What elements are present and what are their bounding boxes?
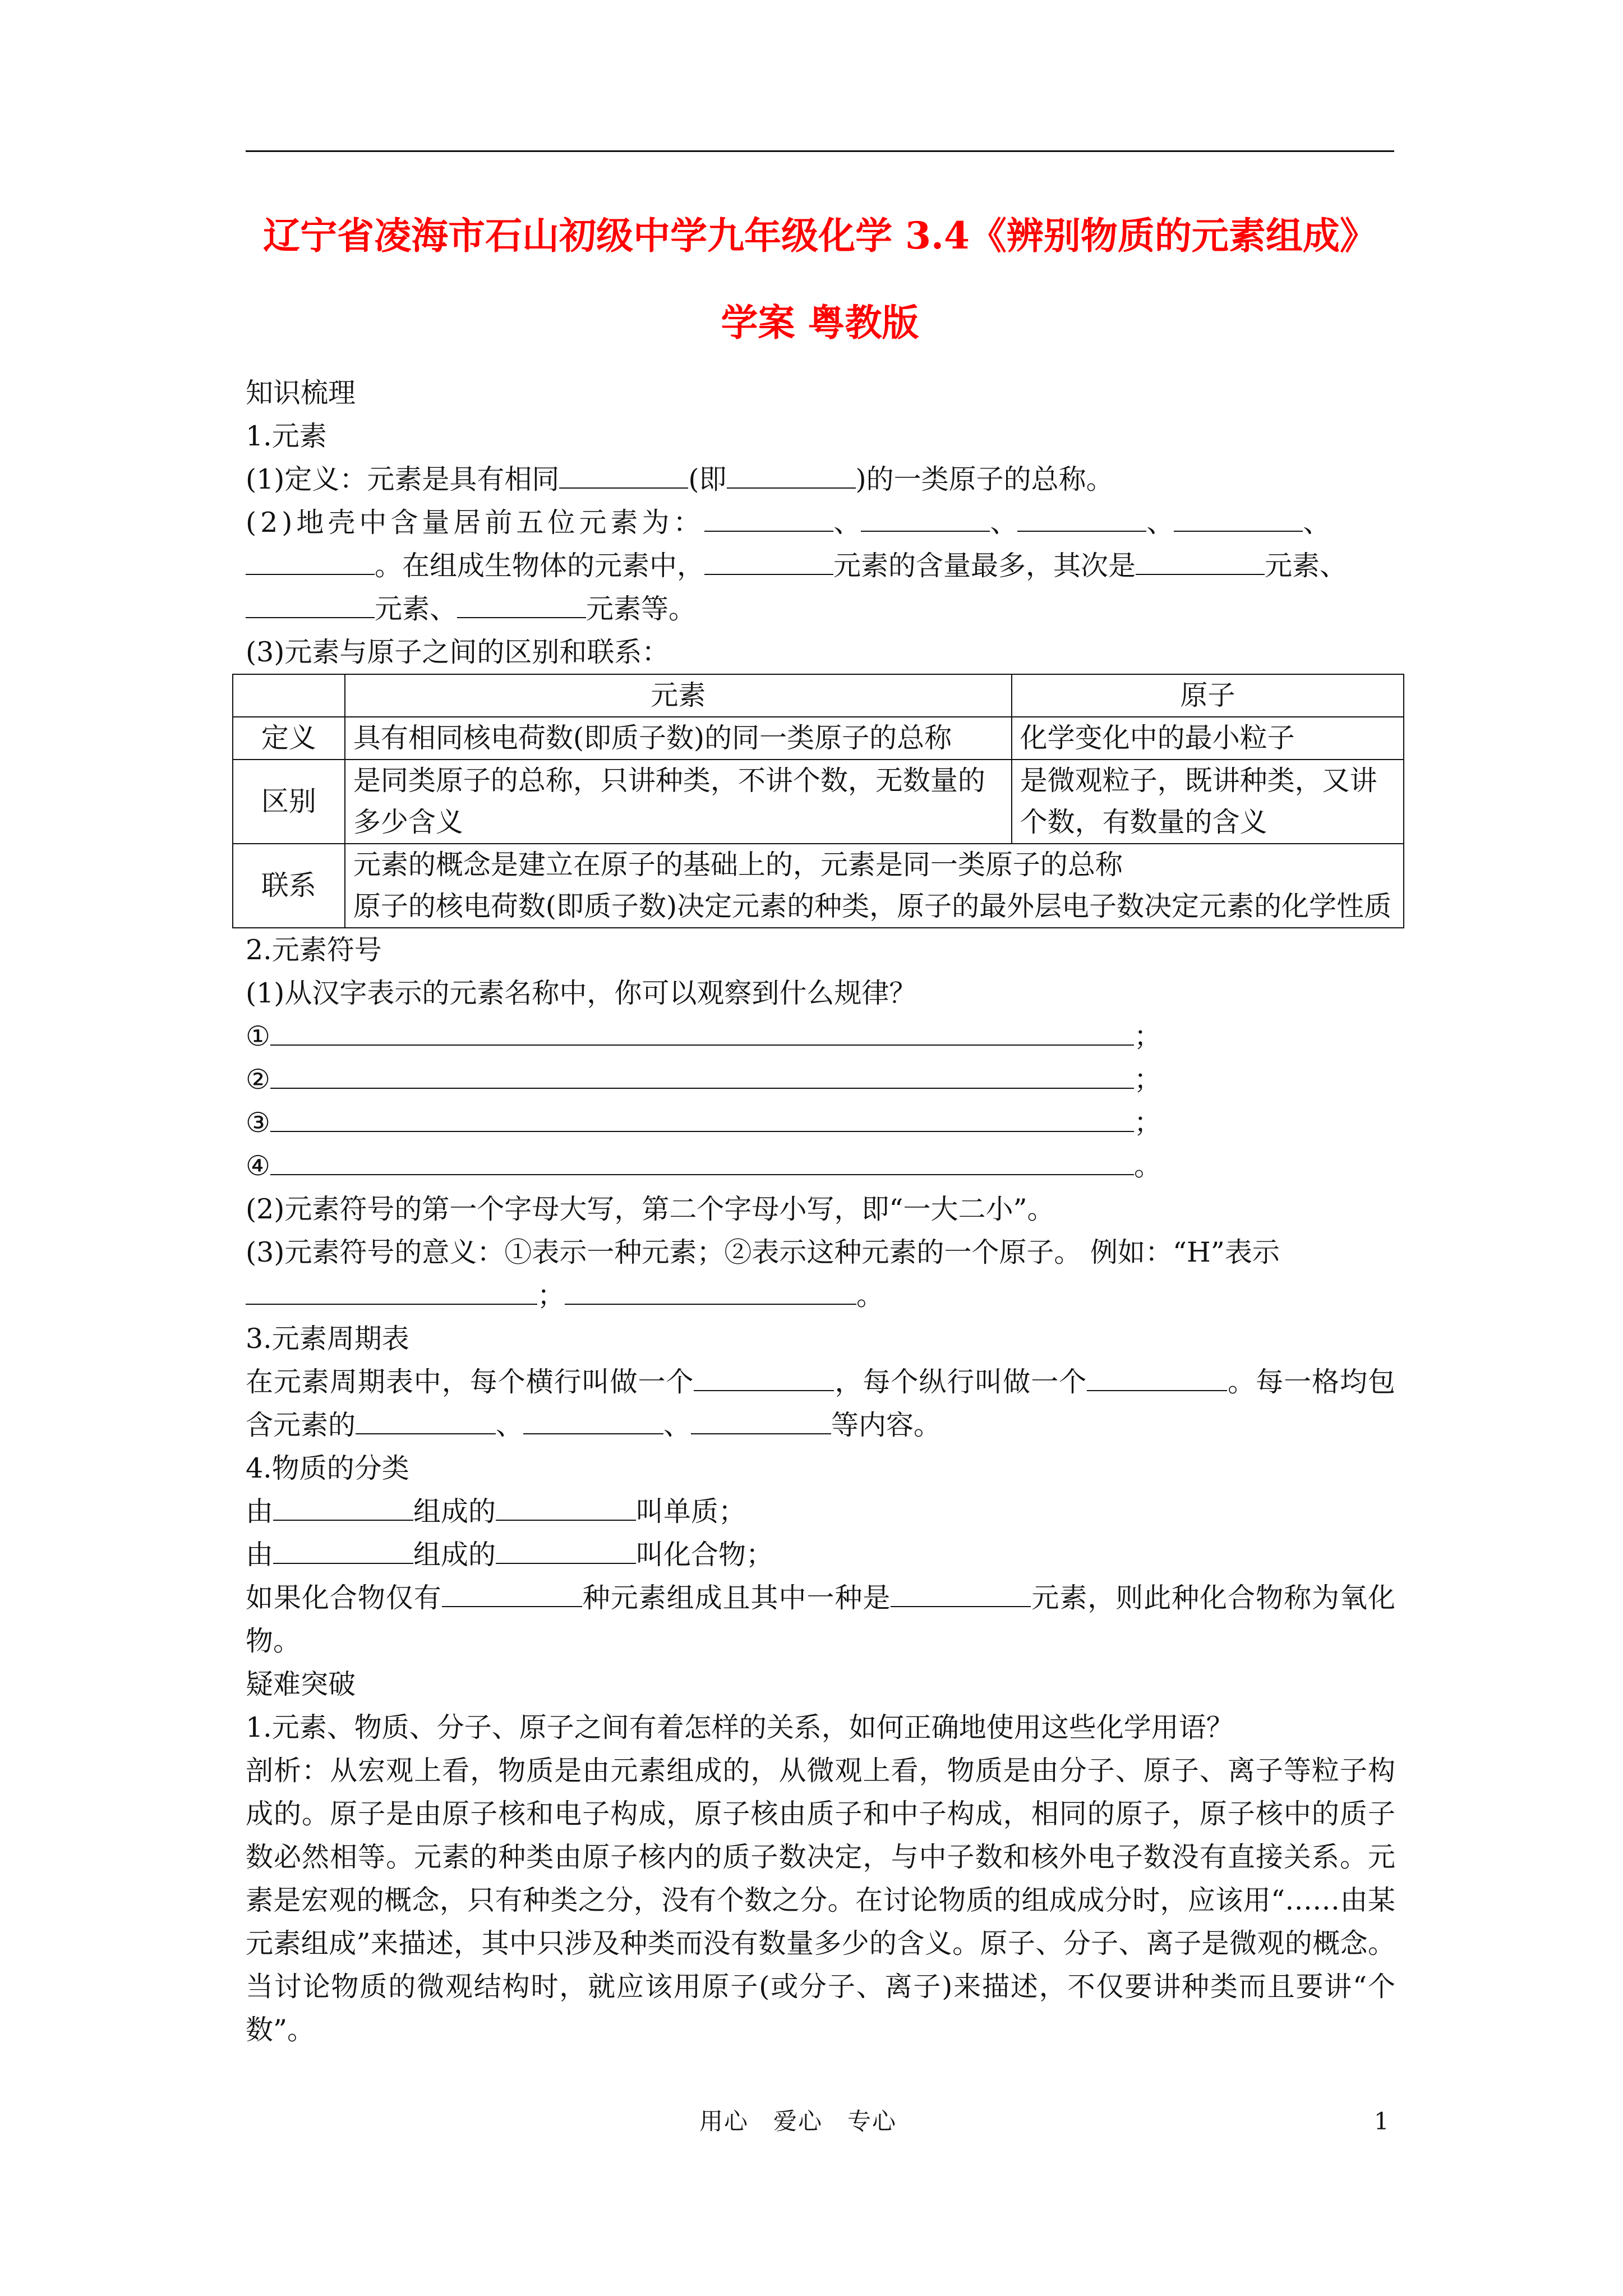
fill-blank[interactable] [246, 545, 375, 575]
table-row-definition [233, 717, 1404, 760]
fill-line[interactable] [270, 1102, 1134, 1132]
section-1-title: 1.元素 [246, 420, 327, 452]
bio-elements-line-2: 元素、 元素等。 [246, 587, 1395, 631]
fill-blank[interactable] [891, 1577, 1031, 1607]
document-body [246, 371, 1395, 2051]
page-number: 1 [1374, 2108, 1389, 2135]
table-header-row [233, 674, 1404, 717]
fill-blank[interactable] [457, 588, 586, 618]
answer-line-3: ③ ； [246, 1101, 1395, 1144]
fill-blank[interactable] [273, 1490, 413, 1521]
heading-knowledge: 知识梳理 [246, 377, 356, 409]
fill-blank[interactable] [246, 1274, 537, 1305]
answer-line-2: ② ； [246, 1058, 1395, 1101]
document-subtitle: 学案 粤教版 [721, 301, 919, 344]
fill-blank[interactable] [1087, 1361, 1227, 1391]
fill-line[interactable] [270, 1145, 1134, 1175]
section-2-title: 2.元素符号 [246, 934, 382, 966]
question-1: (1)从汉字表示的元素名称中，你可以观察到什么规律？ [246, 977, 917, 1009]
fill-line[interactable] [270, 1059, 1134, 1089]
bio-elements-line: 。在组成生物体的元素中， 元素的含量最多，其次是 元素、 [246, 544, 1395, 587]
fill-blank[interactable] [565, 1274, 856, 1305]
fill-line[interactable] [270, 1015, 1134, 1046]
fill-blank[interactable] [273, 1534, 413, 1564]
table-header-element: 元素 [345, 674, 1012, 717]
table-cell: 元素的概念是建立在原子的基础上的，元素是同一类原子的总称 原子的核电荷数(即质子数)决定元素的种类，原子的最外层电子数决定元素的化学性质 [345, 844, 1404, 928]
fill-blank[interactable] [523, 1404, 663, 1434]
fill-blank[interactable] [559, 458, 688, 489]
difficulty-question: 1.元素、物质、分子、原子之间有着怎样的关系，如何正确地使用这些化学用语？ [246, 1711, 1234, 1743]
fill-blank[interactable] [691, 1404, 831, 1434]
crust-elements-line: (2)地壳中含量居前五位元素为： 、 、 、 、 [246, 501, 1395, 544]
answer-line-1: ① ； [246, 1015, 1395, 1058]
fill-blank[interactable] [1017, 501, 1146, 532]
heading-difficulties: 疑难突破 [246, 1668, 356, 1700]
fill-blank[interactable] [704, 545, 833, 575]
fill-blank[interactable] [861, 501, 990, 532]
fill-blank[interactable] [1136, 545, 1265, 575]
row-label: 联系 [233, 844, 345, 928]
difficulty-analysis: 剖析：从宏观上看，物质是由元素组成的，从微观上看，物质是由分子、原子、离子等粒子构成的。原子是由原子核和电子构成，原子核由质子和中子构成，相同的原子，原子核中的质子数必然相等。元素的种类由原子核内的质子数决定，与中子数和核外电子数没有直接关系。元素是宏观的概念，只有种类之分，没有个数之分。在讨论物质的组成成分时，应该用“……由某元素组成”来描述，其中只涉及种类而没有数量多少的含义。原子、分子、离子是微观的概念。当讨论物质的微观结构时，就应该用原子(或分子、离子)来描述，不仅要讲种类而且要讲“个数”。 [246, 1755, 1395, 2046]
table-header-atom: 原子 [1012, 674, 1404, 717]
simple-substance-line: 由 组成的 叫单质； [246, 1490, 1395, 1533]
document-title: 辽宁省凌海市石山初级中学九年级化学 3.4《辨别物质的元素组成》 [263, 214, 1377, 257]
compound-line: 由 组成的 叫化合物； [246, 1533, 1395, 1576]
fill-blank[interactable] [496, 1534, 636, 1564]
fill-blank[interactable] [727, 458, 856, 489]
table-cell: 化学变化中的最小粒子 [1012, 717, 1404, 760]
fill-blank[interactable] [356, 1404, 496, 1434]
table-cell: 是同类原子的总称，只讲种类，不讲个数，无数量的多少含义 [345, 760, 1012, 844]
table-cell: 具有相同核电荷数(即质子数)的同一类原子的总称 [345, 717, 1012, 760]
header-rule [246, 150, 1394, 152]
question-3: (3)元素符号的意义：①表示一种元素；②表示这种元素的一个原子。 例如：“H”表示 [246, 1236, 1280, 1268]
fill-blank[interactable] [1174, 501, 1303, 532]
definition-line: (1)定义：元素是具有相同 (即 )的一类原子的总称。 [246, 458, 1395, 501]
section-4-title: 4.物质的分类 [246, 1452, 409, 1484]
oxide-paragraph: 如果化合物仅有 种元素组成且其中一种是 元素，则此种化合物称为氧化物。 [246, 1576, 1395, 1663]
section-3-title: 3.元素周期表 [246, 1323, 409, 1355]
fill-blank[interactable] [694, 1361, 834, 1391]
fill-blank[interactable] [496, 1490, 636, 1521]
row-label: 定义 [233, 717, 345, 760]
symbol-meaning-blanks: ； 。 [246, 1274, 1395, 1317]
fill-blank[interactable] [246, 588, 375, 618]
table-row-difference [233, 760, 1404, 844]
fill-blank[interactable] [704, 501, 833, 532]
answer-line-4: ④ 。 [246, 1144, 1395, 1188]
question-2: (2)元素符号的第一个字母大写，第二个字母小写，即“一大二小”。 [246, 1193, 1055, 1225]
periodic-table-paragraph: 在元素周期表中，每个横行叫做一个 ，每个纵行叫做一个 。每一格均包含元素的 、 、 等内容。 [246, 1360, 1395, 1447]
fill-blank[interactable] [442, 1577, 582, 1607]
difference-intro: (3)元素与原子之间的区别和联系： [246, 636, 670, 668]
row-label: 区别 [233, 760, 345, 844]
footer-motto: 用心 爱心 专心 [699, 2108, 897, 2135]
table-row-link [233, 844, 1404, 928]
table-cell: 是微观粒子，既讲种类，又讲个数，有数量的含义 [1012, 760, 1404, 844]
element-atom-table [232, 674, 1404, 928]
